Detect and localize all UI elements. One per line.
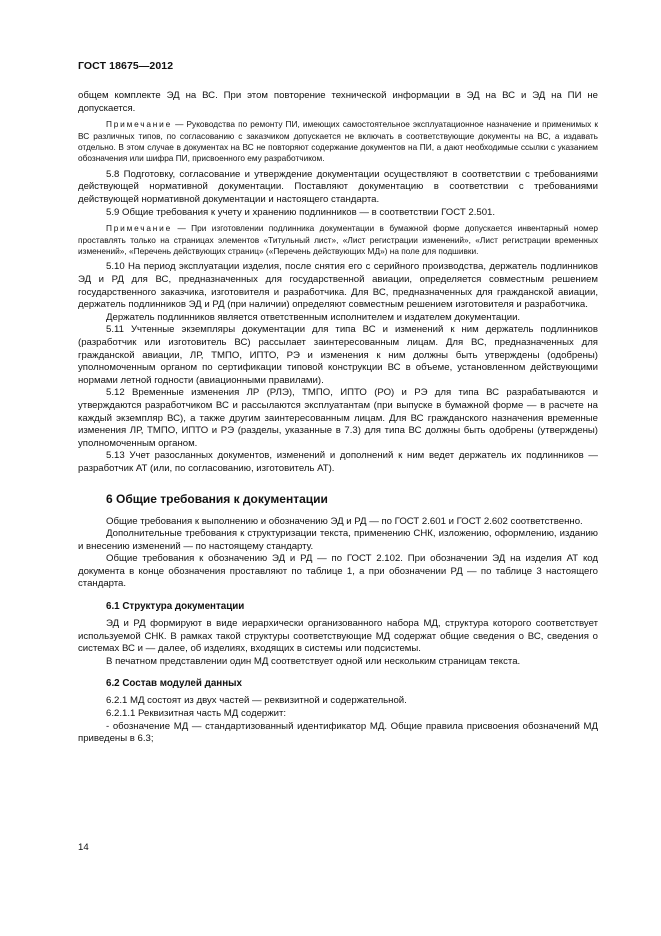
list-item: - обозначение МД — стандартизованный идентификатор МД. Общие правила присвоения обозначений МД приведены в 6.3; xyxy=(78,720,598,745)
paragraph-5-8: 5.8 Подготовку, согласование и утверждение документации осуществляют в соответствии с требованиями действующей нормативной документации. Поставляют документацию в соответствии с требованиями действующей нормативной документации и настоящего стандарта. xyxy=(78,168,598,205)
note-label: Примечание xyxy=(106,223,173,234)
page-number: 14 xyxy=(78,842,89,853)
paragraph-5-11: 5.11 Учтенные экземпляры документации для типа ВС и изменений к ним держатель подлинников (разработчик или изготовитель ВС) рассылает заинтересованным лицам. Для ВС, предназначенных для гражданской авиации, ЛР, ТМПО, ИПТО, РЭ и изменения к ним должны быть утверждены (одобрены) уполномоченным органом по сертификации типовой конструкции ВС в объеме, установленном действующими нормами летной годности (авиационными правилами). xyxy=(78,324,598,386)
note-text: — Руководства по ремонту ПИ, имеющих самостоятельное эксплуатационное назначение и применимых к ВС различных типов, по согласованию с заказчиком допускается не включать в соответствующие документы на ВС, а издавать отдельно. В этом случае в документах на ВС не повторяют содержание документов на ПИ, а дают необходимые ссылки с указанием обозначения или шифра ПИ, присвоенного ему разработчиком. xyxy=(78,119,598,164)
paragraph: ЭД и РД формируют в виде иерархически организованного набора МД, структура которого соответствует используемой СНК. В рамках такой структуры соответствующие МД содержат общие сведения о ВС, сведения о системах ВС и — далее, об изделиях, входящих в системы или подсистемы. xyxy=(78,618,598,655)
paragraph: Дополнительные требования к структуризации текста, применению СНК, изложению, оформлению, изданию и внесению изменений — по настоящему стандарту. xyxy=(78,528,598,552)
section-6-1-heading: 6.1 Структура документации xyxy=(106,601,245,613)
paragraph-5-13: 5.13 Учет разосланных документов, изменений и дополнений к ним ведет держатель их подлинников — разработчик АТ (или, по согласованию, изготовитель АТ). xyxy=(78,450,598,474)
standard-header: ГОСТ 18675—2012 xyxy=(78,60,174,72)
page-content xyxy=(78,90,598,746)
paragraph: Общие требования к выполнению и обозначению ЭД и РД — по ГОСТ 2.601 и ГОСТ 2.602 соответственно. xyxy=(106,515,583,527)
paragraph: Общие требования к обозначению ЭД и РД — по ГОСТ 2.102. При обозначении ЭД на изделия АТ код документа в конце обозначения проставляют по таблице 1, а при обозначении РД — по таблице 3 настоящего стандарта. xyxy=(78,553,598,590)
paragraph-5-9: 5.9 Общие требования к учету и хранению подлинников — в соответствии ГОСТ 2.501. xyxy=(106,206,496,218)
note xyxy=(78,223,598,257)
note-text: — При изготовлении подлинника документации в бумажной форме допускается инвентарный номер проставлять только на страницах элементов «Титульный лист», «Лист регистрации изменений», «Лист регистрации временных изменений», «Перечень действующих страниц» («Перечень действующих МД») на поле для подшивки. xyxy=(78,223,598,256)
paragraph-5-12: 5.12 Временные изменения ЛР (РЛЭ), ТМПО, ИПТО (РО) и РЭ для типа ВС разрабатываются и утверждаются разработчиком ВС и рассылаются эксплуатантам (при выпуске в бумажной форме — в расчете на каждый экземпляр ВС), а также другим заинтересованным лицам. Для ВС гражданского назначения временные изменения ЛР, ТМПО, ИПТО и РЭ (разделы, указанные в 7.3) для типа ВС должны быть одобрены (утверждены) уполномоченным органом. xyxy=(78,387,598,449)
paragraph-5-10b: Держатель подлинников является ответственным исполнителем и издателем документации. xyxy=(106,311,521,323)
note xyxy=(78,119,598,165)
note-label: Примечание xyxy=(106,119,173,130)
paragraph-6-2-1: 6.2.1 МД состоят из двух частей — реквизитной и содержательной. xyxy=(106,695,407,707)
section-6-2-heading: 6.2 Состав модулей данных xyxy=(106,678,242,690)
section-6-heading: 6 Общие требования к документации xyxy=(106,491,328,506)
paragraph: общем комплекте ЭД на ВС. При этом повторение технической информации в ЭД на ВС и ЭД на ПИ не допускается. xyxy=(78,90,598,114)
paragraph-5-10: 5.10 На период эксплуатации изделия, после снятия его с серийного производства, держатель подлинников ЭД и РД для ВС, предназначенных для государственной авиации, определяется совместным решением государственного заказчика, изготовителя и разработчика. Для ВС, предназначенных для гражданской авиации, держатель подлинников ЭД и РД (при наличии) определяют совместным решением изготовителя и разработчика. xyxy=(78,261,598,311)
paragraph-6-2-1-1: 6.2.1.1 Реквизитная часть МД содержит: xyxy=(106,708,287,720)
paragraph: В печатном представлении один МД соответствует одной или нескольким страницам текста. xyxy=(106,655,521,667)
